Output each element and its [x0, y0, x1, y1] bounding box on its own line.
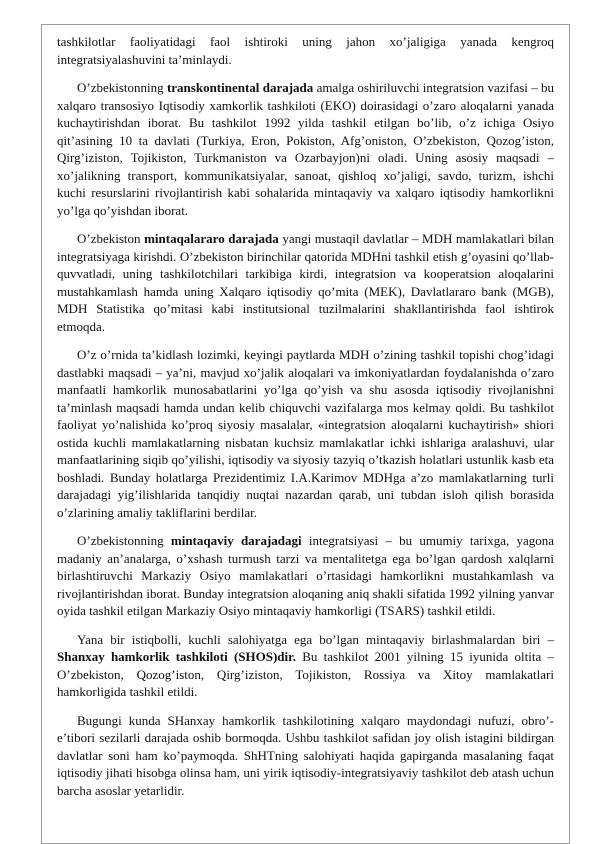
paragraph-text: amalga oshiriluvchi integratsion vazifasi – bu xalqaro transosiyo Iqtisodiy xamkorlik tashkiloti (EKO) doirasidagi o’zaro aloqalarni yanada kuchaytirishdan iborat. Bu tashkilot 1992 yilda tashkil etilgan bo’lib, o’z ichiga Osiyo qit’asining 10 ta davlati (Turkiya, Eron, Pokiston, Afg’oniston, O’zbekiston, Qozog’iston, Qirg’iziston, Tojikiston, Turkmaniston va Ozarbayjon)ni oladi. Uning asosiy maqsadi – xo’jalikning transport, kommunikatsiyalar, sanoat, qishloq xo’jaligi, savdo, turizm, ishchi kuchi resurslarini rivojlantirish kabi sohalarida mintaqaviy va xalqaro iqtisodiy hamkorlikni yo’lga qo’yishdan iborat.: [57, 80, 554, 218]
bold-term: mintaqalararo darajada: [144, 231, 279, 246]
paragraph-text: Bu tashkilot 2001 yilning 15 iyunida oltita – O’zbekiston, Qozog’iston, Qirg’iziston, Tojikiston, Rossiya va Xitoy mamlakatlari hamkorligida tashkil etildi.: [57, 649, 554, 699]
paragraph-text: Yana bir istiqbolli, kuchli salohiyatga ega bo’lgan mintaqaviy birlashmalardan biri –: [77, 631, 554, 647]
paragraph-5: [57, 532, 554, 620]
paragraph-2: [57, 79, 554, 219]
bold-term: Shanxay hamkorlik tashkiloti (SHOS)dir.: [57, 649, 296, 664]
paragraph-text: O’zbekistonning: [77, 533, 171, 548]
paragraph-text: tashkilotlar faoliyatidagi faol ishtiroki uning jahon xo’jaligiga yanada kengroq integratsiyalashuvini ta’minlaydi.: [57, 34, 554, 67]
paragraph-text: integratsiyasi – bu umumiy tarixga, yagona madaniy an’analarga, o’xshash turmush tarzi va mentalitetga ega bo’lgan qardosh xalqlarni birlashtiruvchi Markaziy Osiyo mamlakatlari o’rtasidagi hamkorlikni mustahkamlash va rivojlantirishdan iborat. Bunday integratsion aloqaning aniq shakli sifatida 1992 yilning yanvar oyida tashkil etilgan Markaziy Osiyo mintaqaviy hamkorligi (TSARS) tashkil etildi.: [57, 533, 554, 618]
paragraph-4: [57, 346, 554, 521]
paragraph-3: [57, 230, 554, 335]
paragraph-text: O’z o’rnida ta’kidlash lozimki, keyingi paytlarda MDH o’zining tashkil topishi chog’idagi dastlabki maqsadi – ya’ni, mavjud xo’jalik aloqalari va imkoniyatlardan foydalanishda o’zaro manfaatli hamkorlik munosabatlarini yo’lga qo’yish va shu asosda iqtisodiy rivojlanishni ta’minlash maqsadi hamda undan kelib chiquvchi vazifalarga mos kelmay qoldi. Bu tashkilot faoliyat yo’nalishida ko’proq siyosiy masalalar, «integratsion aloqalarni kuchaytirish» shiori ostida kuchli mamlakatlarning nisbatan kuchsiz mamlakatlar ichki ishlariga aralashuvi, ular manfaatlarining siqib qo’yilishi, iqtisodiy va siyosiy tazyiq o’tkazish holatlari ustunlik kasb eta boshladi. Bunday holatlarga Prezidentimiz I.A.Karimov MDHga a’zo mamlakatlarning turli darajadagi yig’ilishlarida tanqidiy nuqtai nazardan qarab, uni tubdan isloh qilish borasida o’zlarining amaliy takliflarini berdilar.: [57, 347, 554, 520]
document-body: [57, 33, 554, 810]
paragraph-text: Bugungi kunda SHanxay hamkorlik tashkilotining xalqaro maydondagi nufuzi, obro’-e’tibori sezilarli darajada oshib bormoqda. Ushbu tashkilot safidan joy olish istagini bildirgan davlatlar soni ham ko’paymoqda. ShHTning salohiyati haqida gapirganda masalaning faqat iqtisodiy jihati hisobga olinsa ham, uni yirik iqtisodiy-integratsiyaviy tashkilot deb atash uchun barcha asoslar yetarlidir.: [57, 712, 554, 798]
paragraph-text: O’zbekiston: [77, 231, 145, 246]
paragraph-text: yangi mustaqil davlatlar – MDH mamlakatlari bilan integratsiyaga kirishdi. O’zbekiston birinchilar qatorida MDHni tashkil etish g’oyasini qo’llab-quvvatladi, uning tashkilotchilari tarkibiga kirdi, integratsion va kooperatsion aloqalarini mustahkamlash hamda uning Xalqaro iqtisodiy qo’mita (MEK), Davlatlararo bank (MGB), MDH Statistika qo’mitasi kabi institutsional tuzilmalarini shakllantirishda faol ishtirok etmoqda.: [57, 231, 554, 334]
paragraph-7: [57, 712, 554, 800]
bold-term: transkontinental darajada: [166, 80, 314, 95]
paragraph-6: [57, 631, 554, 701]
paragraph-1: [57, 33, 554, 68]
paragraph-text: O’zbekistonning: [77, 80, 167, 95]
bold-term: mintaqaviy darajadagi: [170, 533, 302, 548]
